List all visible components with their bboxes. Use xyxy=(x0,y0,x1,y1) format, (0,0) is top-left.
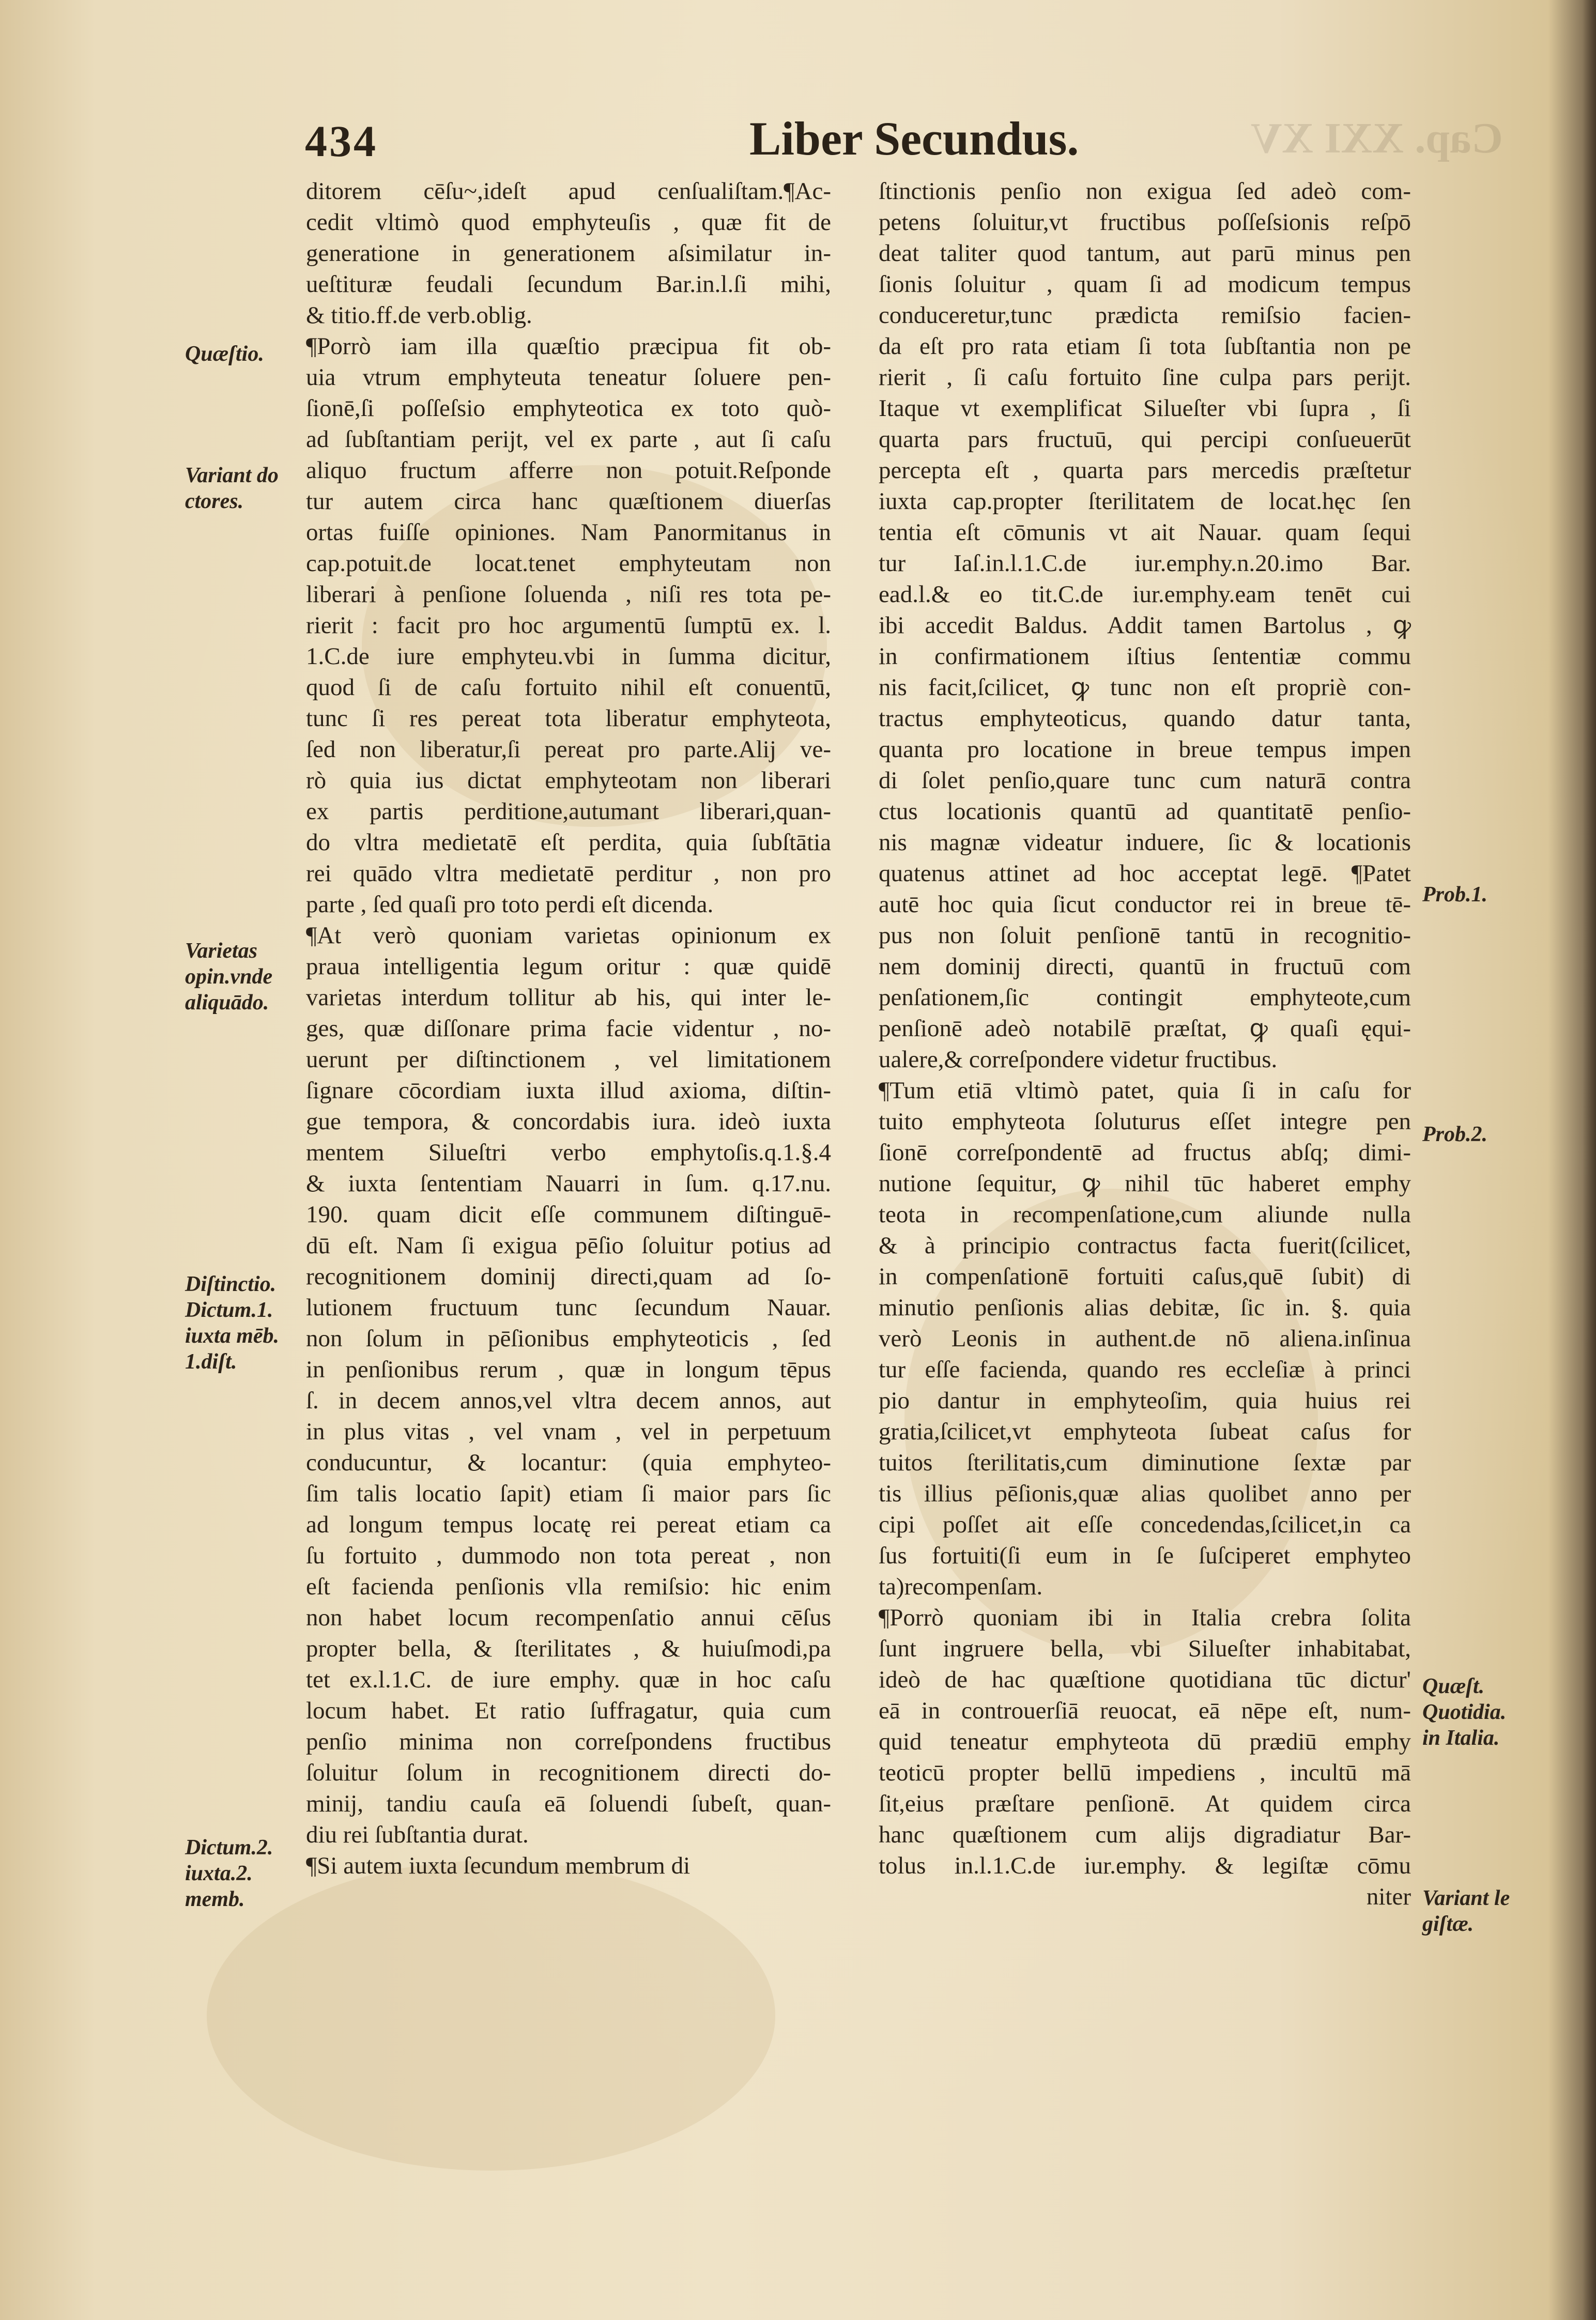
margin-gloss-left xyxy=(185,463,279,514)
text-line: ſim talis locatio ſapit) etiam ſi maior pars ſic xyxy=(306,1480,831,1507)
margin-gloss-left xyxy=(185,1271,279,1375)
text-line: lutionem fructuum tunc ſecundum Nauar. xyxy=(306,1294,831,1321)
text-line: cipi poſſet ait eſſe concedendas,ſcilicet,in ca xyxy=(879,1511,1411,1538)
text-line: ta)recompenſam. xyxy=(879,1573,1043,1600)
text-line: ualere,& correſpondere videtur fructibus. xyxy=(879,1046,1278,1073)
text-line: ad ſubſtantiam perijt, vel ex parte , aut ſi caſu xyxy=(306,426,831,453)
text-line: deat taliter quod tantum, aut parū minus pen xyxy=(879,240,1411,267)
text-line: pio dantur in emphyteoſim, quia huius rei xyxy=(879,1387,1411,1414)
text-line: teoticū propter bellū impediens , incultū mā xyxy=(879,1759,1411,1786)
gloss-line: memb. xyxy=(185,1887,245,1911)
text-line: ¶Porrò quoniam ibi in Italia crebra ſolita xyxy=(879,1604,1411,1631)
text-line: verò Leonis in authent.de nō aliena.inſinua xyxy=(879,1325,1411,1352)
gloss-line: iuxta mēb. xyxy=(185,1324,280,1348)
text-line: autē hoc quia ſicut conductor rei in breue tē- xyxy=(879,891,1411,918)
gloss-line: Variant le xyxy=(1422,1886,1510,1910)
text-line: ſionē correſpondentē ad fructus abſq; dimi- xyxy=(879,1139,1411,1166)
text-line: ſed non liberatur,ſi pereat pro parte.Alij ve- xyxy=(306,736,831,763)
gloss-line: ctores. xyxy=(185,489,244,513)
text-line: non ſolum in pēſionibus emphyteoticis , ſed xyxy=(306,1325,831,1352)
text-line: hanc quæſtionem cum alijs digradiatur Bar- xyxy=(879,1821,1411,1848)
text-line: tet ex.l.1.C. de iure emphy. quæ in hoc caſu xyxy=(306,1666,831,1693)
gloss-line: Quæſt. xyxy=(1422,1674,1485,1698)
gloss-line: Dictum.2. xyxy=(185,1836,273,1860)
text-line: quod ſi de caſu fortuito nihil eſt conuentū, xyxy=(306,674,831,701)
gloss-line: aliquādo. xyxy=(185,991,269,1015)
text-line: ſunt ingruere bella, vbi Silueſter inhabitabat, xyxy=(879,1635,1411,1662)
text-line: ditorem cēſu~,ideſt apud cenſualiſtam.¶Ac- xyxy=(306,178,831,205)
text-line: rò quia ius dictat emphyteotam non liberari xyxy=(306,767,831,794)
text-line: tunc ſi res pereat tota liberatur emphyteota, xyxy=(306,705,831,732)
text-line: ſoluitur ſolum in recognitionem directi do- xyxy=(306,1759,831,1786)
text-line: uerunt per diſtinctionem , vel limitationem xyxy=(306,1046,831,1073)
text-line: eā in controuerſiā reuocat, eā nēpe eſt, num- xyxy=(879,1697,1411,1724)
text-line: ead.l.& eo tit.C.de iur.emphy.eam tenēt cui xyxy=(879,581,1411,608)
margin-gloss-right xyxy=(1422,1121,1487,1147)
text-line: quarta pars fructuū, qui percipi conſueuerūt xyxy=(879,426,1411,453)
text-line: di ſolet penſio,quare tunc cum naturā contra xyxy=(879,767,1411,794)
text-line: propter bella, & ſterilitates , & huiuſmodi,pa xyxy=(306,1635,831,1662)
text-line: tentia eſt cōmunis vt ait Nauar. quam ſequi xyxy=(879,519,1411,546)
text-line: parte , ſed quaſi pro toto perdi eſt dicenda. xyxy=(306,891,714,918)
show-through-heading: Cap. XXI XV xyxy=(1251,114,1503,162)
text-line: locum habet. Et ratio ſuffragatur, quia cum xyxy=(306,1697,831,1724)
gloss-line: Quæſtio. xyxy=(185,342,264,366)
margin-gloss-right xyxy=(1422,882,1487,908)
text-line: do vltra medietatē eſt perdita, quia ſubſtātia xyxy=(306,829,831,856)
margin-gloss-left xyxy=(185,341,264,367)
text-line: & iuxta ſententiam Nauarri in ſum. q.17.nu. xyxy=(306,1170,831,1197)
text-line: ¶Porrò iam illa quæſtio præcipua fit ob- xyxy=(306,333,831,360)
text-line: tuito emphyteota ſoluturus eſſet integre pen xyxy=(879,1108,1411,1135)
text-line: non habet locum recompenſatio annui cēſus xyxy=(306,1604,831,1631)
text-line: in plus vitas , vel vnam , vel in perpetuum xyxy=(306,1418,831,1445)
text-line: iuxta cap.propter ſterilitatem de locat.hęc ſen xyxy=(879,488,1411,515)
gloss-line: in Italia. xyxy=(1422,1726,1500,1750)
text-line: ges, quæ diſſonare prima facie videntur , no- xyxy=(306,1015,831,1042)
text-line: cap.potuit.de locat.tenet emphyteutam non xyxy=(306,550,831,577)
text-line: Itaque vt exemplificat Silueſter vbi ſupra , ſi xyxy=(879,395,1411,422)
text-line: penſionē adeò notabilē præſtat, ꝙ quaſi ęqui- xyxy=(879,1015,1411,1042)
margin-gloss-right xyxy=(1422,1885,1510,1937)
text-line: niter xyxy=(1366,1883,1411,1910)
text-line: in confirmationem iſtius ſententiæ commu xyxy=(879,643,1411,670)
text-line: ſ. in decem annos,vel vltra decem annos, aut xyxy=(306,1387,831,1414)
text-line: quid teneatur emphyteota dū prædiū emphy xyxy=(879,1728,1411,1755)
text-column-right xyxy=(879,176,1411,1912)
text-line: ſignare cōcordiam iuxta illud axioma, diſtin- xyxy=(306,1077,831,1104)
gloss-line: 1.diſt. xyxy=(185,1350,237,1374)
text-line: tur eſſe facienda, quando res eccleſiæ à princi xyxy=(879,1356,1411,1383)
gloss-line: Prob.1. xyxy=(1422,883,1487,907)
gloss-line: giſtæ. xyxy=(1422,1912,1474,1936)
text-line: ibi accedit Baldus. Addit tamen Bartolus , ꝙ xyxy=(879,612,1411,639)
text-line: tis illius pēſionis,quæ alias quolibet anno per xyxy=(879,1480,1411,1507)
gloss-line: Variant do xyxy=(185,464,279,487)
text-line: nis facit,ſcilicet, ꝙ tunc non eſt propriè con- xyxy=(879,674,1411,701)
text-line: ſit,eius præſtare penſionē. At quidem circa xyxy=(879,1790,1411,1817)
text-line: dū eſt. Nam ſi exigua pēſio ſoluitur potius ad xyxy=(306,1232,831,1259)
text-line: ad longum tempus locatę rei pereat etiam ca xyxy=(306,1511,831,1538)
text-line: quanta pro locatione in breue tempus impen xyxy=(879,736,1411,763)
text-line: varietas interdum tollitur ab his, qui inter le- xyxy=(306,984,831,1011)
text-line: pus non ſoluit penſionē tantū in recognitio- xyxy=(879,922,1411,949)
gloss-line: Prob.2. xyxy=(1422,1123,1487,1146)
gloss-line: Quotidia. xyxy=(1422,1700,1507,1724)
margin-gloss-left xyxy=(185,938,272,1016)
text-line: rierit : facit pro hoc argumentū ſumptū ex. l. xyxy=(306,612,831,639)
text-line: diu rei ſubſtantia durat. xyxy=(306,1821,529,1848)
text-line: minutio penſionis alias debitæ, ſic in. §. quia xyxy=(879,1294,1411,1321)
text-line: tuitos ſterilitatis,cum diminutione ſextæ par xyxy=(879,1449,1411,1476)
text-line: percepta eſt , quarta pars mercedis præſtetur xyxy=(879,457,1411,484)
margin-gloss-right xyxy=(1422,1673,1506,1751)
text-line: nis magnæ videatur induere, ſic & locationis xyxy=(879,829,1411,856)
text-line: petens ſoluitur,vt fructibus poſſeſsionis reſpō xyxy=(879,209,1411,236)
text-line: ¶Si autem iuxta ſecundum membrum di xyxy=(306,1852,690,1879)
text-line: ¶At verò quoniam varietas opinionum ex xyxy=(306,922,831,949)
text-line: nem dominij directi, quantū in fructuū com xyxy=(879,953,1411,980)
text-line: praua intelligentia legum oritur : quæ quidē xyxy=(306,953,831,980)
text-line: recognitionem dominij directi,quam ad ſo- xyxy=(306,1263,831,1290)
page-header xyxy=(305,106,1503,173)
text-line: tractus emphyteoticus, quando datur tanta, xyxy=(879,705,1411,732)
text-line: eſt facienda penſionis vlla remiſsio: hic enim xyxy=(306,1573,831,1600)
text-line: da eſt pro rata etiam ſi tota ſubſtantia non pe xyxy=(879,333,1411,360)
gloss-line: opin.vnde xyxy=(185,965,273,989)
text-line: rierit , ſi caſu fortuito ſine culpa pars perijt. xyxy=(879,364,1411,391)
text-line: ctus locationis quantū ad quantitatē penſio- xyxy=(879,798,1411,825)
text-line: tur Iaſ.in.l.1.C.de iur.emphy.n.20.imo Bar. xyxy=(879,550,1411,577)
text-line: minij, tandiu cauſa eā ſoluendi ſubeſt, quan- xyxy=(306,1790,831,1817)
page-number: 434 xyxy=(305,116,378,166)
text-line: penſationem,ſic contingit emphyteote,cum xyxy=(879,984,1411,1011)
text-line: tolus in.l.1.C.de iur.emphy. & legiſtæ cōmu xyxy=(879,1852,1411,1879)
gloss-line: iuxta.2. xyxy=(185,1862,253,1885)
text-line: teota in recompenſatione,cum aliunde nulla xyxy=(879,1201,1411,1228)
text-line: liberari à penſione ſoluenda , niſi res tota pe- xyxy=(306,581,831,608)
text-line: quatenus attinet ad hoc acceptat legē. ¶Patet xyxy=(879,860,1411,887)
text-line: ex partis perditione,autumant liberari,quan- xyxy=(306,798,831,825)
text-line: in penſionibus rerum , quæ in longum tēpus xyxy=(306,1356,831,1383)
text-line: ſionis ſoluitur , quam ſi ad modicum tempus xyxy=(879,271,1411,298)
text-line: ideò de hac quæſtione quotidiana tūc dictur' xyxy=(879,1666,1411,1693)
text-line: 1.C.de iure emphyteu.vbi in ſumma dicitur, xyxy=(306,643,831,670)
running-head: Liber Secundus. xyxy=(749,112,1079,165)
text-line: aliquo fructum afferre non potuit.Reſponde xyxy=(306,457,831,484)
text-line: ortas fuiſſe opiniones. Nam Panormitanus in xyxy=(306,519,831,546)
text-line: ueſtituræ feudali ſecundum Bar.in.l.ſi mihi, xyxy=(306,271,831,298)
text-line: 190. quam dicit eſſe communem diſtinguē- xyxy=(306,1201,831,1228)
margin-gloss-left xyxy=(185,1835,273,1912)
text-line: rei quādo vltra medietatē perditur , non pro xyxy=(306,860,831,887)
text-line: in compenſationē fortuiti caſus,quē ſubit) di xyxy=(879,1263,1411,1290)
text-line: & titio.ff.de verb.oblig. xyxy=(306,302,532,329)
text-line: conducuntur, & locantur: (quia emphyteo- xyxy=(306,1449,831,1476)
text-line: cedit vltimò quod emphyteuſis , quæ fit de xyxy=(306,209,831,236)
text-line: gue tempora, & concordabis iura. ideò iuxta xyxy=(306,1108,831,1135)
text-line: tur autem circa hanc quæſtionem diuerſas xyxy=(306,488,831,515)
text-column-left xyxy=(306,176,831,1881)
text-line: generatione in generationem aſsimilatur in- xyxy=(306,240,831,267)
text-line: ſtinctionis penſio non exigua ſed adeò com- xyxy=(879,178,1411,205)
gloss-line: Diſtinctio. xyxy=(185,1272,277,1296)
text-line: ſionē,ſi poſſeſsio emphyteotica ex toto quò- xyxy=(306,395,831,422)
text-line: uia vtrum emphyteuta teneatur ſoluere pen- xyxy=(306,364,831,391)
text-line: penſio minima non correſpondens fructibus xyxy=(306,1728,831,1755)
gloss-line: Dictum.1. xyxy=(185,1298,273,1322)
text-line: & à principio contractus facta fuerit(ſcilicet, xyxy=(879,1232,1411,1259)
text-line: nutione ſequitur, ꝙ nihil tūc haberet emphy xyxy=(879,1170,1411,1197)
text-line: gratia,ſcilicet,vt emphyteota ſubeat caſus for xyxy=(879,1418,1411,1445)
text-line: mentem Silueſtri verbo emphytoſis.q.1.§.4 xyxy=(306,1139,831,1166)
text-line: conduceretur,tunc prædicta remiſsio facien- xyxy=(879,302,1411,329)
text-line: ¶Tum etiā vltimò patet, quia ſi in caſu for xyxy=(879,1077,1411,1104)
gloss-line: Varietas xyxy=(185,939,258,963)
text-line: ſus fortuiti(ſi eum in ſe ſuſciperet emphyteo xyxy=(879,1542,1411,1569)
text-line: ſu fortuito , dummodo non tota pereat , non xyxy=(306,1542,831,1569)
